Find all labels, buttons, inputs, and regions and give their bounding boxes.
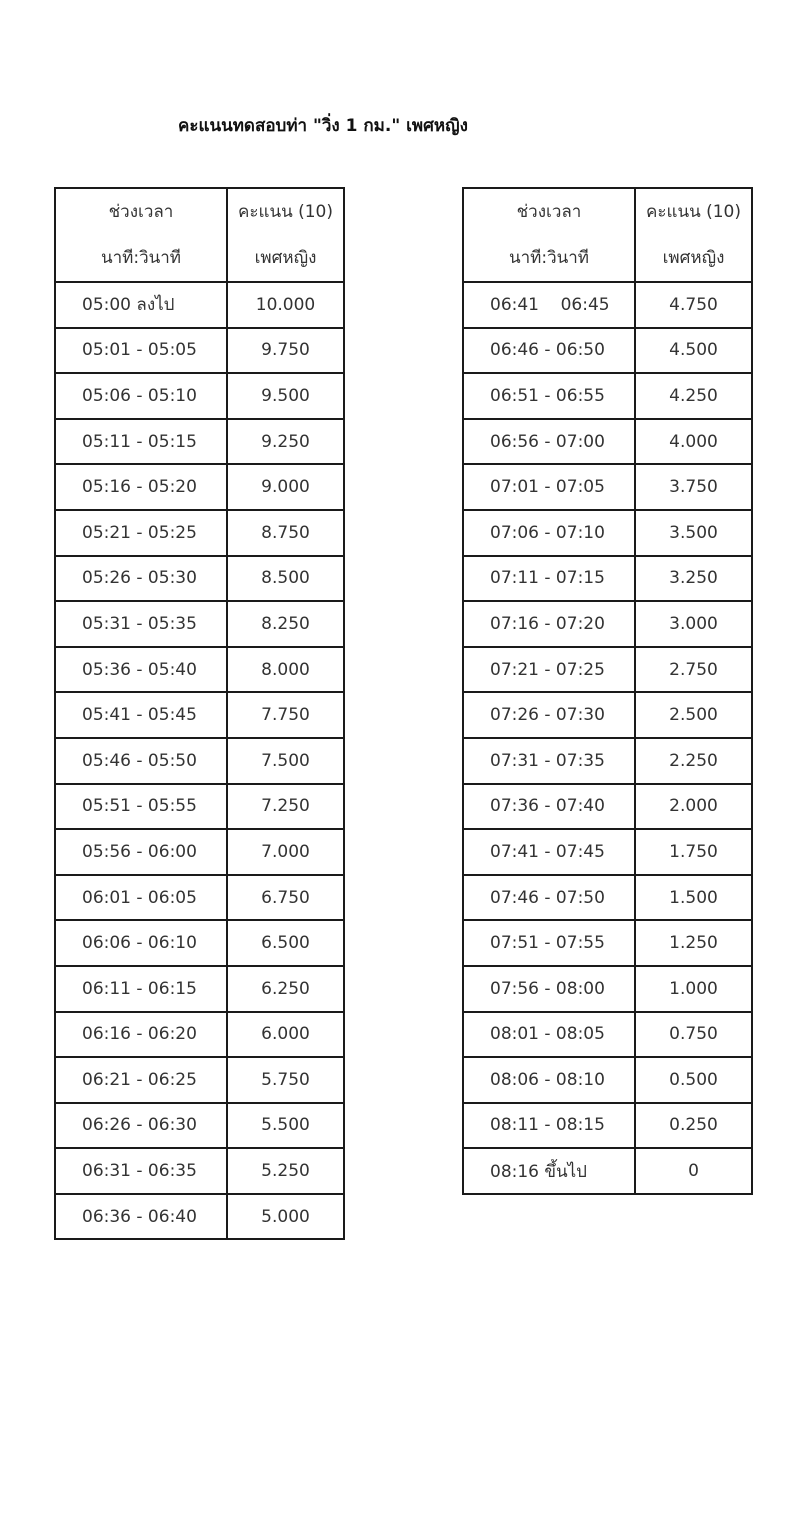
table-row <box>55 1194 344 1240</box>
score-table-left-body <box>55 282 344 1239</box>
score-cell: 4.500 <box>635 328 752 374</box>
table-row <box>463 373 752 419</box>
score-cell: 9.000 <box>227 464 344 510</box>
table-row <box>55 1057 344 1103</box>
score-table-right <box>462 187 753 1195</box>
score-cell: 7.500 <box>227 738 344 784</box>
time-range-cell: 06:21 - 06:25 <box>55 1057 227 1103</box>
score-cell: 2.250 <box>635 738 752 784</box>
table-row <box>463 419 752 465</box>
score-cell: 0.750 <box>635 1012 752 1058</box>
score-cell: 8.250 <box>227 601 344 647</box>
score-cell: 4.250 <box>635 373 752 419</box>
time-range-cell: 07:11 - 07:15 <box>463 556 635 602</box>
table-row <box>55 647 344 693</box>
table-row <box>55 1148 344 1194</box>
table-row <box>463 1012 752 1058</box>
score-cell: 7.000 <box>227 829 344 875</box>
table-row <box>55 282 344 328</box>
table-row <box>463 692 752 738</box>
table-row <box>55 419 344 465</box>
time-range-cell: 07:31 - 07:35 <box>463 738 635 784</box>
score-cell: 3.500 <box>635 510 752 556</box>
time-range-cell: 07:01 - 07:05 <box>463 464 635 510</box>
score-cell: 4.000 <box>635 419 752 465</box>
table-row <box>463 464 752 510</box>
score-header-line2: เพศหญิง <box>254 248 317 268</box>
score-cell: 6.500 <box>227 920 344 966</box>
score-header-line1: คะแนน (10) <box>645 202 741 222</box>
time-range-cell: 08:06 - 08:10 <box>463 1057 635 1103</box>
table-row <box>463 829 752 875</box>
table-row <box>55 920 344 966</box>
score-cell: 6.750 <box>227 875 344 921</box>
table-row <box>55 966 344 1012</box>
table-row <box>463 647 752 693</box>
table-row <box>463 282 752 328</box>
score-cell: 5.250 <box>227 1148 344 1194</box>
score-header <box>635 188 752 282</box>
table-row <box>463 875 752 921</box>
score-table-right-body <box>463 282 752 1194</box>
table-row <box>55 601 344 647</box>
score-cell: 4.750 <box>635 282 752 328</box>
time-range-cell: 06:01 - 06:05 <box>55 875 227 921</box>
score-cell: 0.500 <box>635 1057 752 1103</box>
time-range-cell: 05:56 - 06:00 <box>55 829 227 875</box>
time-range-cell: 06:16 - 06:20 <box>55 1012 227 1058</box>
time-range-header-line2: นาที:วินาที <box>508 248 590 268</box>
time-range-cell: 07:21 - 07:25 <box>463 647 635 693</box>
table-row <box>463 1057 752 1103</box>
time-range-cell: 06:36 - 06:40 <box>55 1194 227 1240</box>
time-range-cell: 08:16 ขึ้นไป <box>463 1148 635 1194</box>
time-range-cell: 05:06 - 05:10 <box>55 373 227 419</box>
score-cell: 2.000 <box>635 784 752 830</box>
score-header-line1: คะแนน (10) <box>237 202 333 222</box>
time-range-cell: 05:46 - 05:50 <box>55 738 227 784</box>
table-row <box>463 556 752 602</box>
score-cell: 2.750 <box>635 647 752 693</box>
time-range-cell: 06:11 - 06:15 <box>55 966 227 1012</box>
score-cell: 6.000 <box>227 1012 344 1058</box>
time-range-header <box>463 188 635 282</box>
time-range-cell: 05:01 - 05:05 <box>55 328 227 374</box>
score-cell: 3.750 <box>635 464 752 510</box>
score-cell: 5.500 <box>227 1103 344 1149</box>
table-row <box>55 464 344 510</box>
score-cell: 7.750 <box>227 692 344 738</box>
time-range-cell: 05:51 - 05:55 <box>55 784 227 830</box>
score-cell: 8.000 <box>227 647 344 693</box>
time-range-cell: 06:56 - 07:00 <box>463 419 635 465</box>
score-cell: 1.500 <box>635 875 752 921</box>
table-row <box>55 784 344 830</box>
table-row <box>463 1103 752 1149</box>
score-cell: 0 <box>635 1148 752 1194</box>
score-header <box>227 188 344 282</box>
score-cell: 8.500 <box>227 556 344 602</box>
time-range-cell: 07:36 - 07:40 <box>463 784 635 830</box>
score-cell: 1.000 <box>635 966 752 1012</box>
table-header-row <box>55 188 344 282</box>
score-cell: 0.250 <box>635 1103 752 1149</box>
score-cell: 8.750 <box>227 510 344 556</box>
time-range-cell: 07:41 - 07:45 <box>463 829 635 875</box>
time-range-cell: 05:41 - 05:45 <box>55 692 227 738</box>
time-range-cell: 05:31 - 05:35 <box>55 601 227 647</box>
score-cell: 1.750 <box>635 829 752 875</box>
time-range-cell: 07:16 - 07:20 <box>463 601 635 647</box>
table-row <box>55 875 344 921</box>
time-range-cell: 05:26 - 05:30 <box>55 556 227 602</box>
score-table-left <box>54 187 345 1240</box>
table-row <box>463 920 752 966</box>
time-range-header <box>55 188 227 282</box>
time-range-cell: 06:41 06:45 <box>463 282 635 328</box>
score-cell: 1.250 <box>635 920 752 966</box>
time-range-cell: 07:46 - 07:50 <box>463 875 635 921</box>
score-cell: 3.250 <box>635 556 752 602</box>
time-range-cell: 07:06 - 07:10 <box>463 510 635 556</box>
score-cell: 9.250 <box>227 419 344 465</box>
table-row <box>463 738 752 784</box>
table-row <box>55 556 344 602</box>
time-range-cell: 07:51 - 07:55 <box>463 920 635 966</box>
score-cell: 3.000 <box>635 601 752 647</box>
time-range-cell: 06:46 - 06:50 <box>463 328 635 374</box>
table-row <box>55 1012 344 1058</box>
time-range-cell: 05:00 ลงไป <box>55 282 227 328</box>
time-range-cell: 05:21 - 05:25 <box>55 510 227 556</box>
table-row <box>55 1103 344 1149</box>
table-row <box>55 738 344 784</box>
table-row <box>55 328 344 374</box>
score-cell: 10.000 <box>227 282 344 328</box>
table-row <box>463 966 752 1012</box>
table-row <box>55 373 344 419</box>
time-range-cell: 08:11 - 08:15 <box>463 1103 635 1149</box>
score-cell: 7.250 <box>227 784 344 830</box>
page-title: คะแนนทดสอบท่า "วิ่ง 1 กม." เพศหญิง <box>178 116 468 136</box>
time-range-cell: 05:16 - 05:20 <box>55 464 227 510</box>
time-range-cell: 06:51 - 06:55 <box>463 373 635 419</box>
time-range-cell: 07:56 - 08:00 <box>463 966 635 1012</box>
time-range-header-line1: ช่วงเวลา <box>108 202 174 222</box>
score-header-line2: เพศหญิง <box>662 248 725 268</box>
time-range-header-line2: นาที:วินาที <box>100 248 182 268</box>
time-range-cell: 05:11 - 05:15 <box>55 419 227 465</box>
time-range-header-line1: ช่วงเวลา <box>516 202 582 222</box>
table-row <box>463 601 752 647</box>
table-row <box>463 328 752 374</box>
score-cell: 9.750 <box>227 328 344 374</box>
time-range-cell: 06:31 - 06:35 <box>55 1148 227 1194</box>
time-range-cell: 06:06 - 06:10 <box>55 920 227 966</box>
score-cell: 9.500 <box>227 373 344 419</box>
table-row <box>55 692 344 738</box>
time-range-cell: 06:26 - 06:30 <box>55 1103 227 1149</box>
score-cell: 5.750 <box>227 1057 344 1103</box>
score-cell: 6.250 <box>227 966 344 1012</box>
table-header-row <box>463 188 752 282</box>
score-cell: 2.500 <box>635 692 752 738</box>
table-row <box>463 784 752 830</box>
time-range-cell: 05:36 - 05:40 <box>55 647 227 693</box>
table-row <box>55 510 344 556</box>
table-row <box>55 829 344 875</box>
time-range-cell: 07:26 - 07:30 <box>463 692 635 738</box>
table-row <box>463 510 752 556</box>
time-range-cell: 08:01 - 08:05 <box>463 1012 635 1058</box>
score-cell: 5.000 <box>227 1194 344 1240</box>
table-row <box>463 1148 752 1194</box>
